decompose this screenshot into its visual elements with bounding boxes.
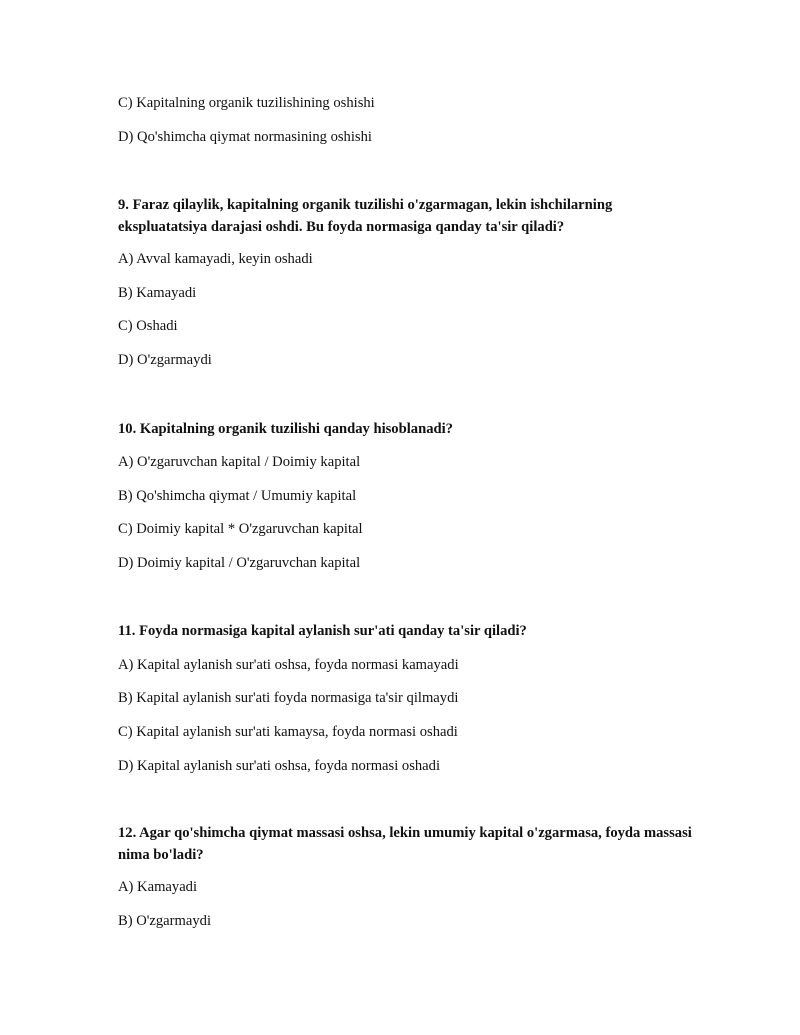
option-11b: B) Kapital aylanish sur'ati foyda normasiga ta'sir qilmaydi	[118, 690, 459, 706]
question-10: 10. Kapitalning organik tuzilishi qanday hisoblanadi?	[118, 421, 453, 437]
option-11d: D) Kapital aylanish sur'ati oshsa, foyda normasi oshadi	[118, 758, 441, 774]
option-9a: A) Avval kamayadi, keyin oshadi	[118, 251, 313, 267]
option-10d: D) Doimiy kapital / O'zgaruvchan kapital	[118, 555, 361, 571]
option-10b: B) Qo'shimcha qiymat / Umumiy kapital	[118, 488, 357, 504]
option-9d: D) O'zgarmaydi	[118, 352, 212, 368]
question-11: 11. Foyda normasiga kapital aylanish sur'ati qanday ta'sir qiladi?	[118, 623, 527, 639]
option-11c: C) Kapital aylanish sur'ati kamaysa, foyda normasi oshadi	[118, 724, 458, 740]
option-9c: C) Oshadi	[118, 318, 178, 334]
question-9: 9. Faraz qilaylik, kapitalning organik tuzilishi o'zgarmagan, lekin ishchilarning ekspluatatsiya darajasi oshdi. Bu foyda normasiga qanday ta'sir qiladi?	[118, 197, 613, 235]
option-12b: B) O'zgarmaydi	[118, 913, 211, 929]
option-12a: A) Kamayadi	[118, 879, 198, 895]
question-12: 12. Agar qo'shimcha qiymat massasi oshsa, lekin umumiy kapital o'zgarmasa, foyda massasi nima bo'ladi?	[118, 825, 692, 863]
option-11a: A) Kapital aylanish sur'ati oshsa, foyda normasi kamayadi	[118, 657, 459, 673]
option-8c: C) Kapitalning organik tuzilishining oshishi	[118, 95, 375, 111]
option-9b: B) Kamayadi	[118, 285, 197, 301]
option-10c: C) Doimiy kapital * O'zgaruvchan kapital	[118, 521, 363, 537]
option-10a: A) O'zgaruvchan kapital / Doimiy kapital	[118, 454, 361, 470]
option-8d: D) Qo'shimcha qiymat normasining oshishi	[118, 129, 372, 145]
